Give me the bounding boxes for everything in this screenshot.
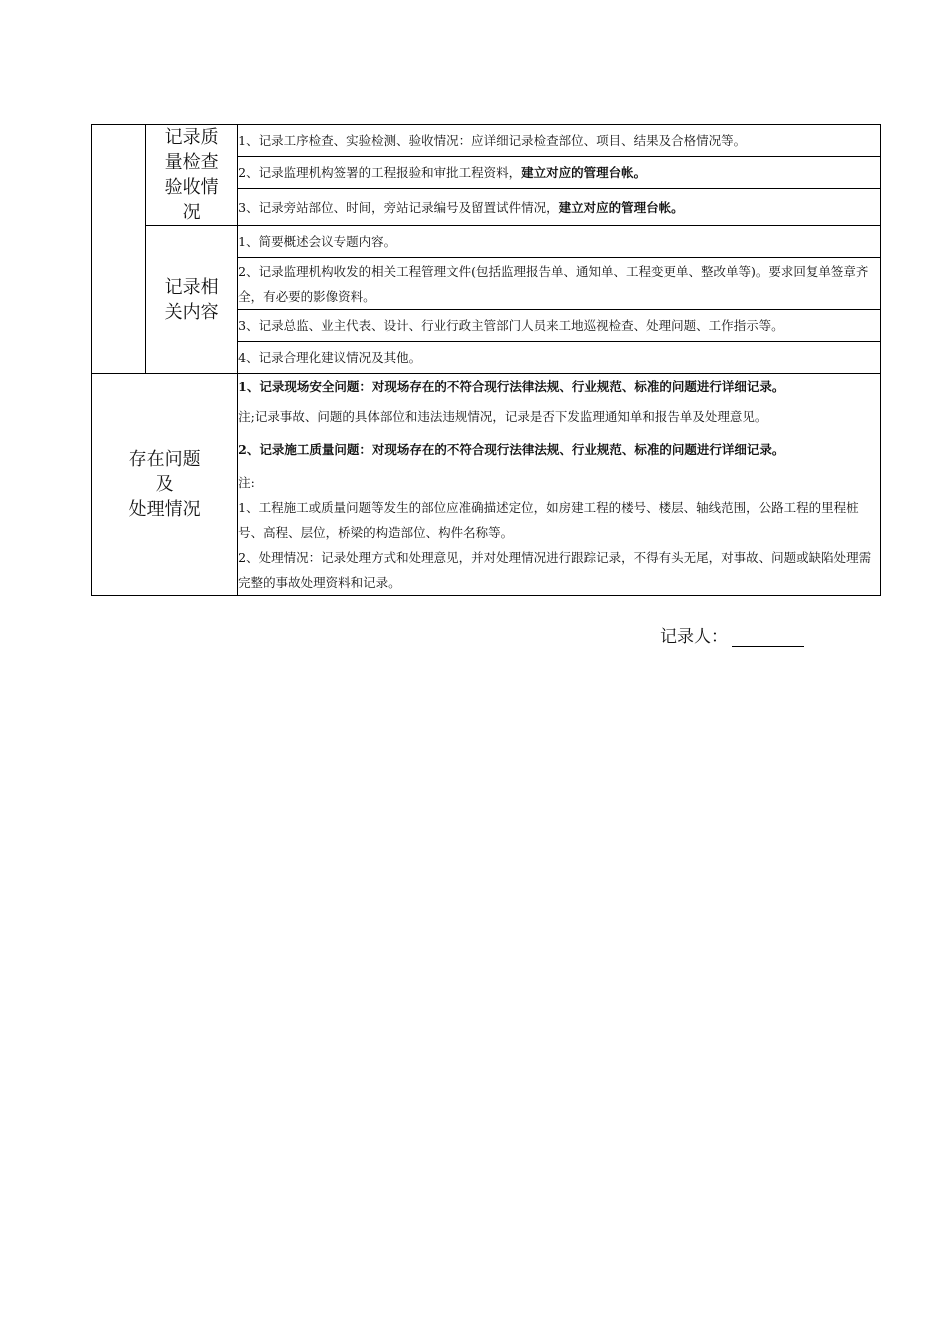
related-item-1: 1、简要概述会议专题内容。: [238, 226, 881, 258]
note-label: 注:: [238, 475, 255, 490]
recorder-signature: [660, 622, 804, 647]
blank-category-cell: [92, 125, 146, 374]
quality-item-2: 2、记录监理机构签署的工程报验和审批工程资料，建立对应的管理台帐。: [238, 157, 881, 189]
issues-handling-label: 存在问题 及 处理情况: [92, 374, 238, 596]
quality-item-3: 3、记录旁站部位、时间，旁站记录编号及留置试件情况，建立对应的管理台帐。: [238, 189, 881, 226]
recorder-signature-line[interactable]: [732, 628, 804, 647]
related-item-2: 2、记录监理机构收发的相关工程管理文件(包括监理报告单、通知单、工程变更单、整改单等)。要求回复单签章齐全，有必要的影像资料。: [238, 258, 881, 310]
related-content-label: 记录相关内容: [146, 226, 238, 374]
related-item-3: 3、记录总监、业主代表、设计、行业行政主管部门人员来工地巡视检查、处理问题、工作指示等。: [238, 310, 881, 342]
quality-issue-heading: 2、记录施工质量问题：对现场存在的不符合现行法律法规、行业规范、标准的问题进行详细记录。: [238, 442, 785, 457]
safety-issue-note: 注;记录事故、问题的具体部位和违法违规情况，记录是否下发监理通知单和报告单及处理意见。: [238, 409, 768, 424]
issues-handling-content: [238, 374, 881, 596]
note-item-2: 2、处理情况：记录处理方式和处理意见，并对处理情况进行跟踪记录，不得有头无尾，对事故、问题或缺陷处理需完整的事故处理资料和记录。: [238, 550, 872, 590]
note-item-1: 1、工程施工或质量问题等发生的部位应准确描述定位，如房建工程的楼号、楼层、轴线范围，公路工程的里程桩号、高程、层位，桥梁的构造部位、构件名称等。: [238, 500, 859, 540]
recorder-label: 记录人：: [660, 627, 728, 647]
quality-item-1: 1、记录工序检查、实验检测、验收情况：应详细记录检查部位、项目、结果及合格情况等。: [238, 125, 881, 157]
supervision-log-table: [91, 124, 881, 596]
safety-issue-heading: 1、记录现场安全问题：对现场存在的不符合现行法律法规、行业规范、标准的问题进行详细记录。: [238, 379, 785, 394]
related-item-4: 4、记录合理化建议情况及其他。: [238, 342, 881, 374]
quality-inspection-label: 记录质量检查验收情况: [146, 125, 238, 226]
